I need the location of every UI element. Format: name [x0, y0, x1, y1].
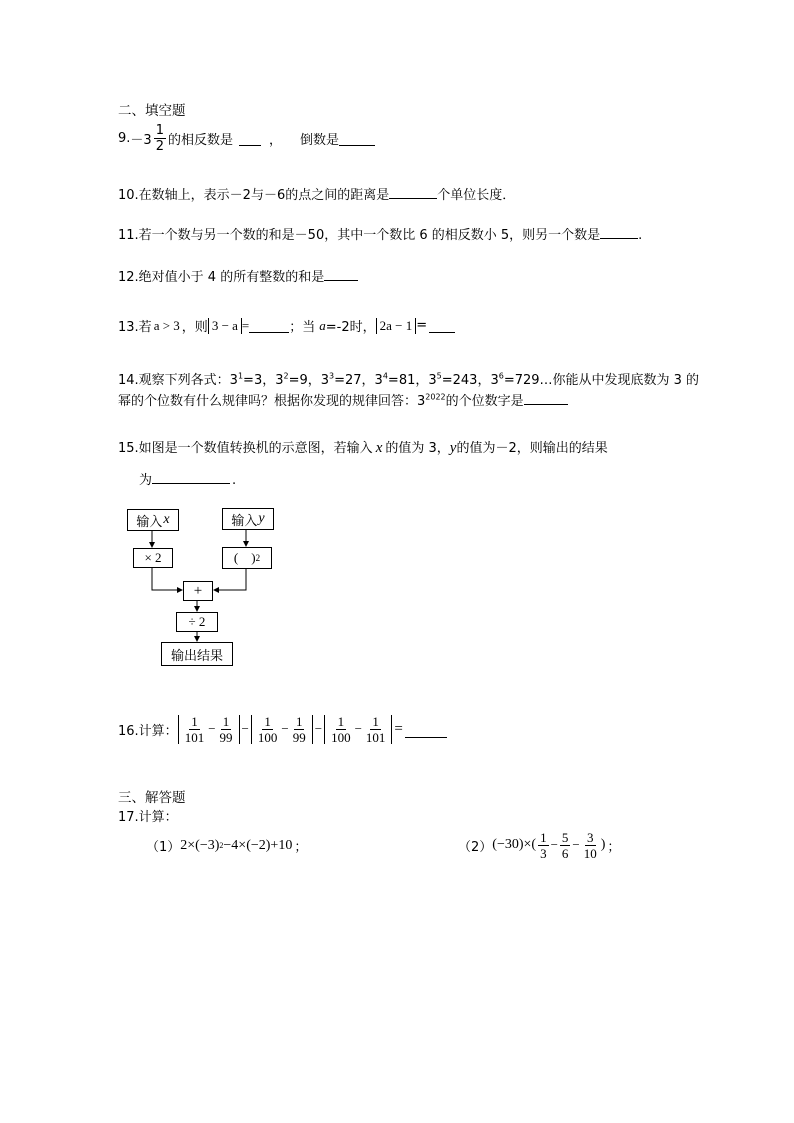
q13-var-a: a — [319, 317, 326, 333]
q16-label: 16.计算： — [118, 723, 178, 739]
q15-period: . — [232, 473, 237, 488]
q13-eq: = — [241, 317, 250, 333]
q15-var-y: y — [449, 440, 457, 456]
q14-exp-7: 2022 — [425, 392, 446, 402]
q16-minus-3: − — [281, 721, 289, 736]
q16-minus-4: − — [314, 721, 323, 736]
q14-val-3: =27，3 — [334, 373, 383, 388]
q17-part-2 — [458, 826, 620, 864]
q13-abs-2: 2a − 1 — [376, 318, 417, 334]
q9-text-3: 倒数是 — [300, 133, 340, 148]
q17-p1-expr-b: −4×(−2)+10 — [223, 837, 293, 853]
q14-exp-6: 6 — [498, 371, 504, 381]
q9-frac-den: 2 — [155, 139, 164, 154]
plus-label: + — [193, 582, 203, 599]
q16-frac-3 — [256, 715, 280, 744]
q16-abs-3 — [324, 715, 392, 744]
q17-f2-den: 6 — [561, 845, 569, 861]
q17-p2-frac-3 — [582, 831, 599, 860]
q9-frac-num: 1 — [155, 123, 164, 138]
q14-val-4: =81，3 — [387, 373, 437, 388]
plus-box — [183, 581, 213, 601]
q16-frac-4 — [291, 715, 308, 744]
q17-p2-minus-2: − — [572, 837, 580, 852]
q14-text-2: 幂的个位数有什么规律吗？根据你发现的规律回答：3 — [118, 394, 426, 409]
q9-number: 9. — [118, 131, 131, 146]
square-label: ( ) — [233, 550, 256, 565]
q17-p1-label: （1） — [146, 840, 181, 855]
q17-f1-den: 3 — [540, 845, 547, 861]
q16-f5-den: 100 — [331, 729, 351, 745]
q17-f2-num: 5 — [561, 829, 569, 845]
q17-p2-end: ) — [600, 837, 606, 852]
q12-text: 12.绝对值小于 4 的所有整数的和是 — [118, 270, 325, 285]
q9-neg: －3 — [130, 133, 152, 148]
q16-f1-num: 1 — [191, 713, 198, 729]
question-16 — [118, 711, 447, 747]
q16-minus-2: − — [241, 721, 249, 736]
q17-p2-frac-1 — [538, 831, 549, 860]
q16-frac-1 — [183, 715, 207, 744]
q13-text-1: ，则 — [181, 320, 208, 335]
q15-var-x: x — [375, 440, 383, 456]
q16-minus-5: − — [354, 721, 362, 736]
input-y-var: y — [258, 511, 265, 526]
q17-p2-minus-1: − — [550, 837, 558, 852]
section-title-solve: 三、解答题 — [118, 790, 186, 806]
q14-exp-3: 3 — [329, 371, 335, 381]
q15-text-1: 15.如图是一个数值转换机的示意图，若输入 — [118, 441, 373, 456]
q17-f3-num: 3 — [587, 829, 594, 845]
q17-p2-label: （2） — [458, 839, 493, 855]
input-y-box — [222, 508, 274, 530]
q16-frac-2 — [218, 715, 235, 744]
q16-f2-num: 1 — [222, 713, 230, 729]
q14-val-1: =3，3 — [243, 373, 284, 388]
q17-p1-end: ； — [294, 840, 308, 855]
q14-exp-4: 4 — [382, 371, 388, 381]
q16-f6-num: 1 — [372, 713, 379, 729]
q9-text-1: 的相反数是 — [167, 133, 233, 148]
q16-equals: = — [394, 720, 403, 737]
q16-f4-den: 99 — [292, 729, 306, 745]
q16-blank[interactable] — [405, 724, 447, 738]
q17-p2-lead: (−30)×( — [492, 837, 537, 852]
q17-f3-den: 10 — [583, 845, 597, 861]
output-result-box — [161, 642, 233, 666]
q16-minus-1: − — [208, 721, 216, 736]
q15-text-2: 的值为 3， — [385, 441, 450, 456]
q11-tail: . — [638, 228, 643, 243]
q13-abs-1: 3 − a — [208, 318, 242, 334]
section-title-fill-blank: 二、填空题 — [118, 103, 186, 119]
q17-p1-expr-a: 2×(−3) — [180, 837, 220, 853]
q14-val-2: =9，3 — [288, 373, 330, 388]
q14-exp-1: 1 — [237, 371, 244, 381]
divide-2-box — [176, 612, 218, 632]
q16-frac-5 — [329, 715, 353, 744]
q14-val-5: =243，3 — [441, 373, 499, 388]
input-y-label: 输入 — [231, 513, 258, 529]
q10-tail: 个单位长度． — [437, 188, 516, 203]
q16-f3-den: 100 — [257, 729, 278, 745]
q9-text-2: ， — [268, 133, 282, 148]
multiply-2-box — [133, 548, 173, 568]
q16-f2-den: 99 — [219, 729, 233, 745]
q16-f5-num: 1 — [337, 713, 345, 729]
q14-text-3: 的个位数字是 — [445, 394, 524, 409]
q13-condition: a > 3 — [153, 317, 180, 333]
input-x-label: 输入 — [136, 514, 163, 530]
q17-f1-num: 1 — [540, 829, 547, 845]
q14-exp-2: 2 — [283, 371, 289, 381]
q17-label: 17.计算： — [118, 810, 178, 825]
q17-part-1: （1） 2×(−3) 2 −4×(−2)+10 ； — [146, 837, 308, 855]
q10-text: 10.在数轴上，表示－2与－6的点之间的距离是 — [118, 188, 390, 203]
output-result-label: 输出结果 — [170, 648, 223, 664]
q17-p2-semicolon: ； — [607, 839, 621, 855]
q16-f4-num: 1 — [295, 713, 303, 729]
q16-f6-den: 101 — [365, 729, 386, 745]
square-box: ( ) 2 — [222, 547, 272, 569]
q16-abs-2 — [251, 715, 313, 744]
q11-text: 11.若一个数与另一个数的和是－50，其中一个数比 6 的相反数小 5，则另一个数是 — [118, 228, 601, 243]
multiply-2-label: × 2 — [144, 550, 162, 565]
q16-f1-den: 101 — [184, 729, 205, 745]
q16-f3-num: 1 — [264, 713, 271, 729]
q15-text-4: 为 — [139, 473, 153, 488]
q13-text-2: ；当 — [289, 320, 316, 335]
divide-2-label: ÷ 2 — [188, 614, 206, 629]
q13-eq-2: = — [416, 318, 428, 333]
q13-number: 13.若 — [118, 320, 152, 335]
q14-exp-5: 5 — [436, 371, 442, 381]
q16-abs-1 — [178, 715, 240, 744]
input-x-box — [127, 509, 179, 531]
q15-text-3: 的值为－2，则输出的结果 — [456, 441, 608, 456]
q17-p2-frac-2 — [560, 831, 571, 860]
q14-val-6: =729…你能从中发现底数为 3 的 — [503, 373, 700, 388]
q16-frac-6 — [364, 715, 388, 744]
input-x-var: x — [163, 512, 170, 527]
q13-text-3: =-2时， — [325, 320, 376, 335]
q14-text-1: 14.观察下列各式：3 — [118, 373, 238, 388]
